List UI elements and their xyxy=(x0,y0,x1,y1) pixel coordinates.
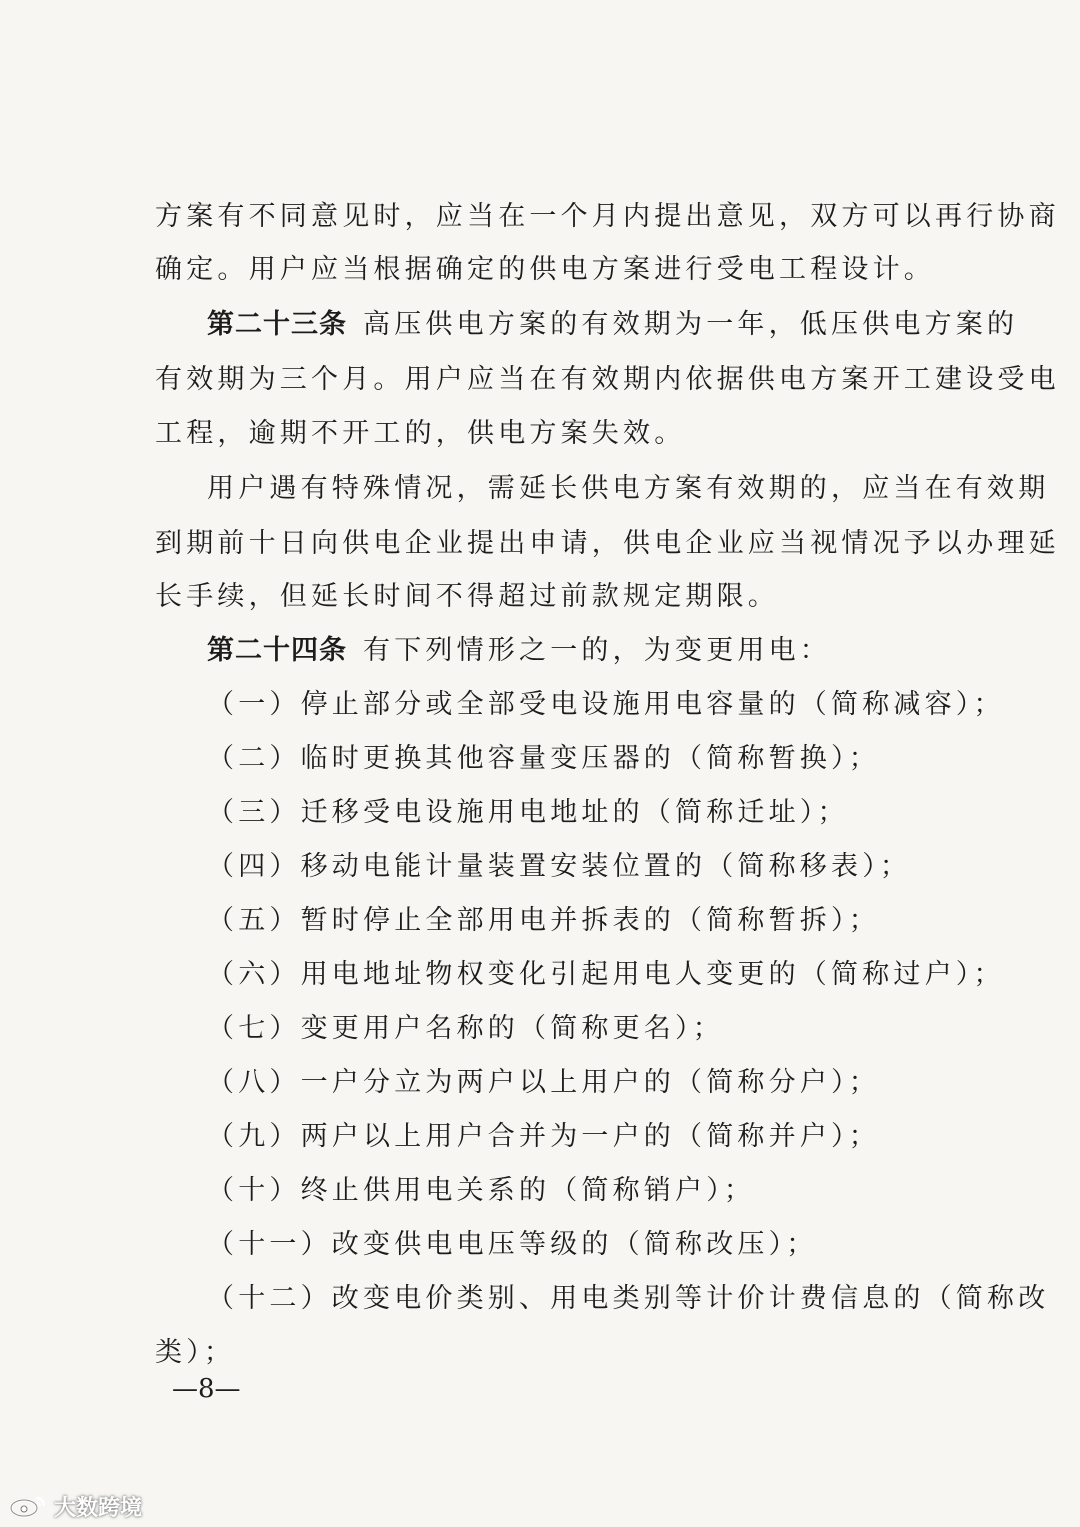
list-item: （四）移动电能计量装置安装位置的（简称移表）； xyxy=(207,851,912,882)
text-line: 长手续，但延长时间不得超过前款规定期限。 xyxy=(155,581,779,612)
list-item: （八）一户分立为两户以上用户的（简称分户）； xyxy=(207,1067,880,1098)
list-item: （十二）改变电价类别、用电类别等计价计费信息的（简称改 xyxy=(207,1283,1050,1314)
text-line: 工程，逾期不开工的，供电方案失效。 xyxy=(155,418,686,449)
list-item: （七）变更用户名称的（简称更名）； xyxy=(207,1013,724,1044)
watermark-text: 大数跨境 xyxy=(54,1495,143,1521)
weibo-logo-icon xyxy=(8,1494,48,1518)
list-item: （二）临时更换其他容量变压器的（简称暂换）； xyxy=(207,743,880,774)
article-23-text: 高压供电方案的有效期为一年，低压供电方案的 xyxy=(363,309,1019,340)
list-item-continuation: 类）； xyxy=(155,1337,236,1368)
list-item: （十一）改变供电电压等级的（简称改压）； xyxy=(207,1229,818,1260)
watermark xyxy=(8,1491,142,1521)
article-24-label: 第二十四条 xyxy=(207,635,347,666)
list-item: （十）终止供用电关系的（简称销户）； xyxy=(207,1175,756,1206)
text-line: 方案有不同意见时，应当在一个月内提出意见，双方可以再行协商 xyxy=(155,201,1060,232)
list-item: （六）用电地址物权变化引起用电人变更的（简称过户）； xyxy=(207,959,1005,990)
list-item: （九）两户以上用户合并为一户的（简称并户）； xyxy=(207,1121,880,1152)
text-line: 用户遇有特殊情况，需延长供电方案有效期的，应当在有效期 xyxy=(207,473,1050,504)
article-24-line xyxy=(207,633,831,669)
article-23-label: 第二十三条 xyxy=(207,309,347,340)
page-number: —8— xyxy=(172,1374,241,1404)
text-line: 确定。用户应当根据确定的供电方案进行受电工程设计。 xyxy=(155,254,935,285)
list-item: （五）暂时停止全部用电并拆表的（简称暂拆）； xyxy=(207,905,880,936)
list-item: （三）迁移受电设施用电地址的（简称迁址）； xyxy=(207,797,849,828)
article-23-line xyxy=(207,307,1018,343)
text-line: 有效期为三个月。用户应当在有效期内依据供电方案开工建设受电 xyxy=(155,364,1060,395)
text-line: 到期前十日向供电企业提出申请，供电企业应当视情况予以办理延 xyxy=(155,528,1060,559)
list-item: （一）停止部分或全部受电设施用电容量的（简称减容）； xyxy=(207,689,1005,720)
article-24-text: 有下列情形之一的，为变更用电： xyxy=(363,635,831,666)
